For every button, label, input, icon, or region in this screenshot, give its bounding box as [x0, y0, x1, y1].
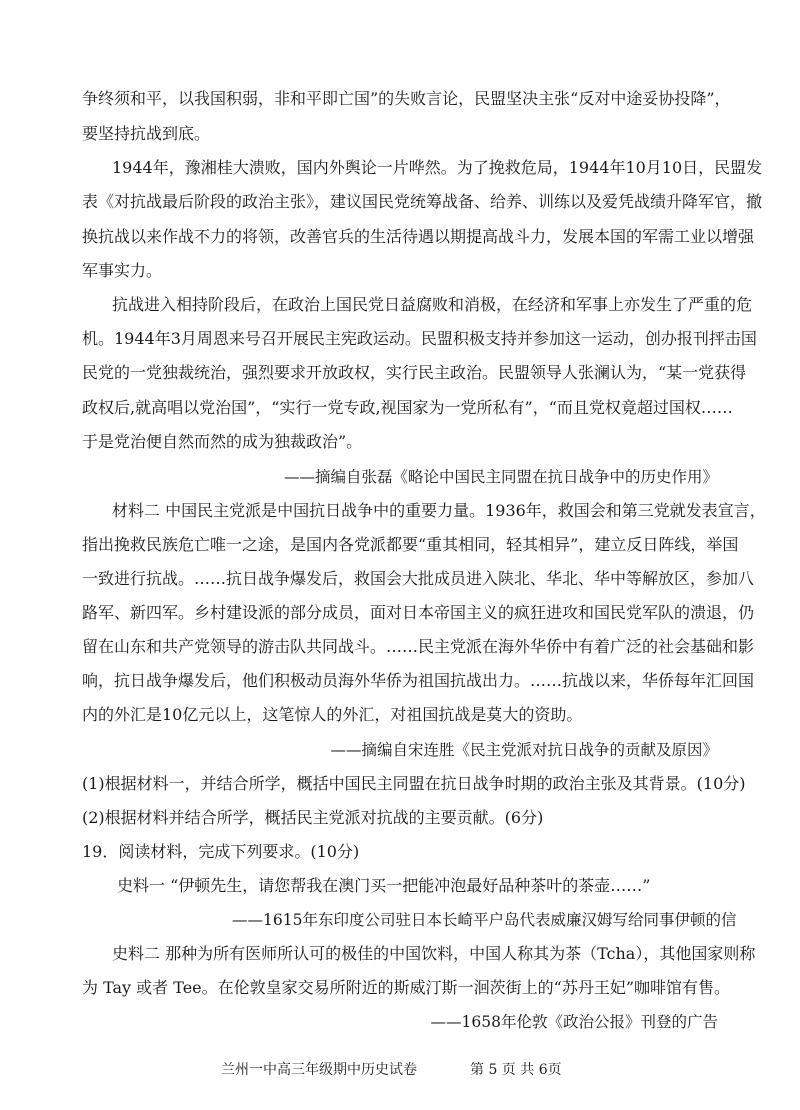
paragraph-line: 军事实力。	[82, 261, 163, 280]
paragraph-line: 民党的一党独裁统治，强烈要求开放政权，实行民主政治。民盟领导人张澜认为，“某一党获得	[82, 363, 747, 382]
page-number: 第 5 页 共 6页	[470, 1062, 562, 1078]
historical-material-1: 史料一 “伊顿先生，请您帮我在澳门买一把能冲泡最好品种茶叶的茶壶……”	[117, 876, 651, 895]
paragraph-line: 换抗战以来作战不力的将领，改善官兵的生活待遇以期提高战斗力，发展本国的军需工业以增强	[82, 227, 755, 246]
paragraph-line: 内的外汇是10亿元以上，这笔惊人的外汇，对祖国抗战是莫大的资助。	[82, 705, 583, 724]
paragraph-line: 表《对抗战最后阶段的政治主张》，建议国民党统筹战备、给养、训练以及爱凭战绩升降军官，撤	[82, 192, 763, 211]
exam-title: 兰州一中高三年级期中历史试卷	[221, 1062, 417, 1078]
paragraph-line: 材料二 中国民主党派是中国抗日战争中的重要力量。1936年，救国会和第三党就发表宣言，	[112, 501, 766, 520]
source-citation: ——1615年东印度公司驻日本长崎平户岛代表威廉汉姆写给同事伊顿的信	[232, 911, 737, 929]
paragraph-line: 留在山东和共产党领导的游击队共同战斗。……民主党派在海外华侨中有着广泛的社会基础和影	[82, 637, 755, 656]
question-1: (1)根据材料一，并结合所学，概括中国民主同盟在抗日战争时期的政治主张及其背景。(10分)	[82, 774, 746, 793]
historical-material-2: 史料二 那种为所有医师所认可的极佳的中国饮料，中国人称其为茶（Tcha），其他国家则称	[112, 944, 756, 963]
paragraph-line: 路军、新四军。乡村建设派的部分成员，面对日本帝国主义的疯狂进攻和国民党军队的溃退，仍	[82, 603, 755, 622]
paragraph-line: 要坚持抗战到底。	[82, 124, 211, 143]
source-citation: ——摘编自张磊《略论中国民主同盟在抗日战争中的历史作用》	[283, 468, 718, 486]
paragraph-line: 指出挽救民族危亡唯一之途，是国内各党派都要“重其相同，轻其相异”，建立反日阵线，举国	[82, 535, 739, 554]
paragraph-line: 争终须和平，以我国积弱，非和平即亡国”的失败言论，民盟坚决主张“反对中途妥协投降”，	[82, 89, 731, 108]
paragraph-line: 为 Tay 或者 Tee。在伦敦皇家交易所附近的斯威汀斯一洄茨街上的“苏丹王妃”咖啡馆有售。	[82, 978, 730, 997]
paragraph-line: 响，抗日战争爆发后，他们积极动员海外华侨为祖国抗战出力。……抗战以来，华侨每年汇回国	[82, 671, 755, 690]
paragraph-line: 机。1944年3月周恩来号召开展民主宪政运动。民盟积极支持并参加这一运动，创办报刊抨击国	[82, 329, 757, 348]
paragraph-line: 政权后,就高唱以党治国”，“实行一党专政,视国家为一党所私有”，“而且党权竟超过国权……	[82, 398, 733, 417]
question-2: (2)根据材料并结合所学，概括民主党派对抗战的主要贡献。(6分)	[82, 808, 544, 827]
paragraph-line: 于是党治便自然而然的成为独裁政治”。	[82, 432, 363, 451]
question-19-heading: 19．阅读材料，完成下列要求。(10分)	[82, 842, 360, 861]
source-citation: ——摘编自宋连胜《民主党派对抗日战争的贡献及原因》	[330, 741, 718, 759]
paragraph-line: 一致进行抗战。……抗日战争爆发后，救国会大批成员进入陕北、华北、华中等解放区，参加八	[82, 569, 755, 588]
paragraph-line: 抗战进入相持阶段后，在政治上国民党日益腐败和消极，在经济和军事上亦发生了严重的危	[112, 295, 753, 314]
source-citation: ——1658年伦敦《政治公报》刊登的广告	[430, 1013, 718, 1031]
paragraph-line: 1944年，豫湘桂大溃败，国内外舆论一片哗然。为了挽救危局，1944年10月10日，民盟发	[112, 158, 763, 177]
